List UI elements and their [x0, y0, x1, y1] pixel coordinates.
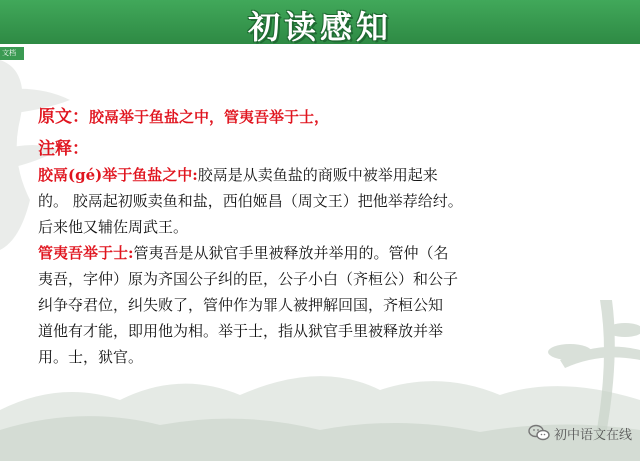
- wechat-icon: [528, 424, 550, 442]
- original-text: 胶鬲举于鱼盐之中，管夷吾举于士，: [89, 108, 330, 126]
- note-2-line-5: 用。士，狱官。: [38, 348, 144, 366]
- annotation-label: 注释：: [38, 139, 89, 159]
- original-text-label: 原文：: [38, 107, 89, 127]
- watermark: [528, 422, 632, 444]
- note-1-text: 胶鬲是从卖鱼盐的商贩中被举用起来: [197, 166, 438, 184]
- main-content: [38, 104, 628, 370]
- banner-title: 初读感知: [247, 8, 392, 46]
- note-2-line-3: 纠争夺君位，纠失败了，管仲作为罪人被押解回国，齐桓公知: [38, 296, 444, 314]
- original-text-line: [38, 104, 628, 130]
- note-1-line-3: 后来他又辅佐周武王。: [38, 218, 189, 236]
- note-2-line-1: [38, 240, 628, 266]
- note-1-term: 胶鬲(gé)举于鱼盐之中:: [38, 166, 198, 184]
- note-1-line-2: 的。 胶鬲起初贩卖鱼和盐，西伯姬昌（周文王）把他举荐给纣。: [38, 192, 463, 210]
- corner-label: 文档: [0, 47, 24, 60]
- note-2-line-2: 夷吾，字仲）原为齐国公子纠的臣，公子小白（齐桓公）和公子: [38, 270, 459, 288]
- title-banner: [0, 0, 640, 44]
- note-2-term: 管夷吾举于士:: [38, 244, 134, 262]
- watermark-text: 初中语文在线: [553, 427, 632, 443]
- note-2-text: 管夷吾是从狱官手里被释放并举用的。管仲（名: [133, 244, 449, 262]
- note-2-line-4: 道他有才能，即用他为相。举于士，指从狱官手里被释放并举: [38, 322, 444, 340]
- annotation-heading-line: [38, 136, 628, 162]
- note-1-line-1: [38, 162, 628, 188]
